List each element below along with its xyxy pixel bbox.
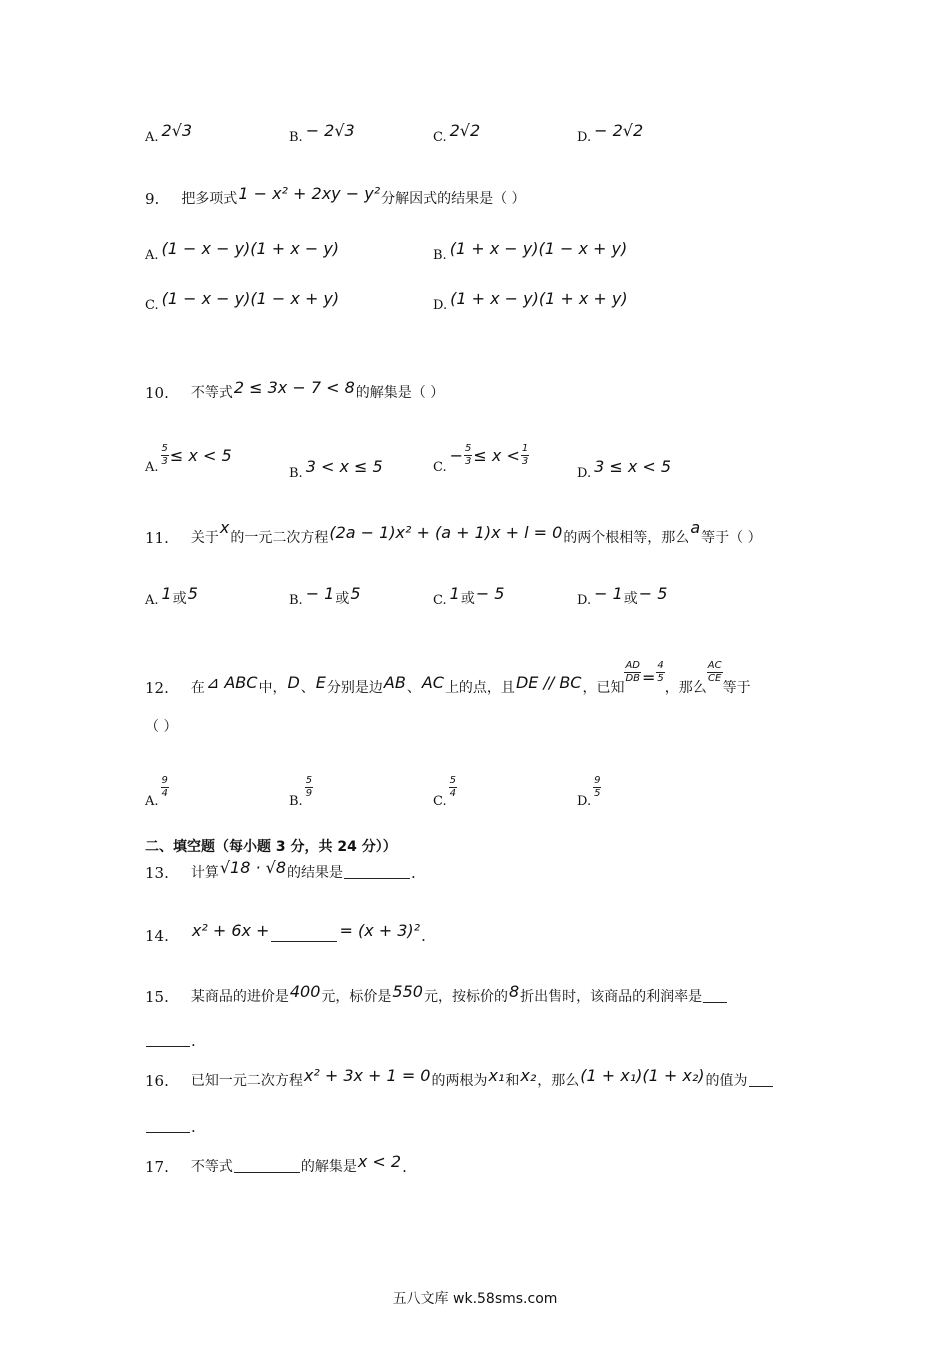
- q9-option-a: [145, 239, 340, 263]
- q11-option-b: [289, 584, 362, 608]
- option-math: − 1: [594, 584, 623, 603]
- q12-option-b: [289, 775, 313, 809]
- q12-option-d: [577, 775, 601, 809]
- q10-stem: [145, 378, 445, 402]
- stem-math: x² + 3x + 1 = 0: [303, 1066, 431, 1085]
- option-text: 或: [172, 591, 187, 607]
- stem-math: √18 · √8: [219, 858, 287, 877]
- q12-option-c: [433, 775, 457, 809]
- stem-text: 已知一元二次方程: [190, 1073, 303, 1089]
- q13-stem: [145, 858, 416, 882]
- stem-text: 的结果是: [287, 865, 344, 881]
- stem-text: .: [402, 1158, 407, 1176]
- stem-text: .: [191, 1118, 196, 1136]
- stem-text: 的一元二次方程: [230, 530, 329, 546]
- q9-stem: [145, 184, 526, 208]
- stem-text: 中，: [258, 680, 287, 696]
- question-number: 16.: [145, 1072, 169, 1090]
- stem-text: 的值为: [705, 1073, 748, 1089]
- stem-text: 在: [190, 680, 205, 696]
- stem-math: E: [315, 673, 326, 692]
- numerator: 5: [161, 443, 168, 454]
- fraction: [305, 775, 313, 800]
- option-label: B.: [289, 593, 303, 608]
- denominator: 4: [449, 788, 456, 799]
- q9-option-d: [433, 289, 629, 313]
- option-math: (1 − x − y)(1 − x + y): [161, 289, 340, 308]
- stem-text: ，那么: [537, 1073, 580, 1089]
- fraction: [161, 443, 169, 468]
- stem-text: 和: [505, 1073, 520, 1089]
- numerator: 1: [521, 443, 529, 454]
- stem-math: x₁: [488, 1066, 505, 1085]
- fraction: [707, 660, 723, 685]
- stem-text: 的解集是（ ）: [355, 385, 445, 401]
- fraction: [593, 775, 601, 800]
- q8-option-c: [433, 121, 481, 145]
- numerator: 4: [657, 660, 664, 671]
- fraction: [449, 775, 457, 800]
- option-math: −: [449, 446, 464, 465]
- option-label: D.: [577, 466, 592, 481]
- denominator: DB: [625, 673, 641, 684]
- question-number: 12.: [145, 679, 169, 697]
- option-math: − 5: [475, 584, 505, 603]
- q9-option-c: [145, 289, 340, 313]
- option-math: ≤ x < 5: [169, 446, 232, 465]
- stem-math: x₂: [520, 1066, 537, 1085]
- stem-math: ⊿ ABC: [205, 673, 258, 692]
- stem-math: =: [642, 668, 656, 687]
- fraction: [656, 660, 664, 685]
- q14-stem: [145, 921, 426, 945]
- stem-text: .: [421, 927, 426, 945]
- question-number: 13.: [145, 864, 169, 882]
- q12-stem: [145, 660, 751, 697]
- q12-paren: [145, 716, 177, 736]
- option-math: − 2√3: [305, 121, 355, 140]
- stem-math: = (x + 3)²: [339, 921, 421, 940]
- numerator: AC: [707, 660, 722, 671]
- option-math: 1: [161, 584, 172, 603]
- denominator: 3: [521, 456, 529, 467]
- stem-text: 的两个根相等，那么: [563, 530, 690, 546]
- option-math: 2√3: [161, 121, 193, 140]
- stem-text: （ ）: [145, 719, 178, 735]
- stem-math: D: [287, 673, 300, 692]
- stem-math: 550: [392, 982, 423, 1001]
- q9-option-b: [433, 239, 628, 263]
- option-math: (1 + x − y)(1 − x + y): [449, 239, 628, 258]
- option-text: 或: [335, 591, 350, 607]
- q11-option-c: [433, 584, 505, 608]
- stem-text: 某商品的进价是: [190, 989, 289, 1005]
- page-footer: 五八文库 wk.58sms.com: [392, 1291, 558, 1307]
- option-label: D.: [577, 593, 592, 608]
- option-label: A.: [145, 248, 159, 263]
- denominator: 5: [594, 788, 601, 799]
- answer-blank[interactable]: [703, 1001, 727, 1003]
- stem-text: 的解集是: [300, 1159, 357, 1175]
- numerator: 9: [161, 775, 168, 786]
- stem-text: ，那么: [664, 680, 707, 696]
- fraction: [464, 443, 472, 468]
- denominator: 3: [465, 456, 472, 467]
- option-math: − 5: [638, 584, 668, 603]
- fraction: [161, 775, 169, 800]
- option-label: B.: [289, 794, 303, 809]
- option-math: 2√2: [449, 121, 481, 140]
- q10-option-a: [145, 443, 233, 475]
- stem-math: 400: [289, 982, 321, 1001]
- stem-text: 把多项式: [181, 191, 238, 207]
- stem-text: 元，按标价的: [423, 989, 508, 1005]
- stem-math: AB: [383, 673, 406, 692]
- denominator: 4: [161, 788, 168, 799]
- stem-text: 上的点，且: [444, 680, 515, 696]
- stem-math: (2a − 1)x² + (a + 1)x + l = 0: [329, 523, 563, 542]
- stem-text: 关于: [190, 530, 219, 546]
- section-heading: [145, 836, 397, 856]
- stem-math: a: [690, 518, 701, 537]
- numerator: 5: [449, 775, 456, 786]
- question-number: 17.: [145, 1158, 169, 1176]
- q8-option-d: [577, 121, 644, 145]
- stem-math: (1 + x₁)(1 + x₂): [580, 1066, 705, 1085]
- option-math: 3 < x ≤ 5: [305, 457, 383, 476]
- answer-blank[interactable]: [146, 1131, 190, 1133]
- option-label: C.: [433, 460, 447, 475]
- q11-option-d: [577, 584, 668, 608]
- option-math: 3 ≤ x < 5: [594, 457, 672, 476]
- stem-text: 不等式: [190, 385, 233, 401]
- stem-text: 分别是边: [326, 680, 383, 696]
- option-math: (1 + x − y)(1 + x + y): [450, 289, 628, 308]
- stem-math: x: [219, 518, 230, 537]
- stem-text: ，已知: [582, 680, 625, 696]
- answer-blank[interactable]: [234, 1171, 300, 1173]
- option-label: C.: [433, 130, 447, 145]
- option-label: D.: [577, 130, 592, 145]
- question-number: 15.: [145, 988, 169, 1006]
- option-label: A.: [145, 593, 159, 608]
- q15-continuation: [145, 1032, 196, 1050]
- option-math: 5: [187, 584, 198, 603]
- stem-math: 2 ≤ 3x − 7 < 8: [233, 378, 355, 397]
- stem-text: .: [191, 1032, 196, 1050]
- question-number: 14.: [145, 927, 169, 945]
- stem-text: 的两根为: [431, 1073, 488, 1089]
- stem-text: 、: [300, 680, 315, 696]
- numerator: 5: [465, 443, 472, 454]
- option-math: 1: [449, 584, 460, 603]
- stem-text: 分解因式的结果是（ ）: [381, 191, 526, 207]
- q12-option-a: [145, 775, 169, 809]
- denominator: 5: [657, 673, 664, 684]
- q11-option-a: [145, 584, 199, 608]
- option-text: 或: [460, 591, 475, 607]
- answer-blank[interactable]: [749, 1085, 773, 1087]
- question-number: 10.: [145, 384, 169, 402]
- numerator: 9: [594, 775, 601, 786]
- denominator: CE: [708, 673, 722, 684]
- option-label: D.: [433, 298, 448, 313]
- stem-math: x < 2: [357, 1152, 402, 1171]
- stem-text: 、: [406, 680, 421, 696]
- option-text: 或: [623, 591, 638, 607]
- option-math: ≤ x <: [473, 446, 520, 465]
- stem-text: 折出售时，该商品的利润率是: [520, 989, 703, 1005]
- answer-blank[interactable]: [271, 940, 337, 942]
- option-label: A.: [145, 794, 159, 809]
- q10-option-c: [433, 443, 529, 475]
- option-label: C.: [433, 593, 447, 608]
- stem-text: 等于（ ）: [701, 530, 762, 546]
- denominator: 9: [305, 788, 313, 799]
- question-number: 9.: [145, 190, 160, 208]
- stem-text: .: [411, 864, 416, 882]
- q17-stem: [145, 1152, 407, 1176]
- q10-option-b: [289, 457, 384, 481]
- option-label: D.: [577, 794, 592, 809]
- q8-option-b: [289, 121, 356, 145]
- q16-continuation: [145, 1118, 196, 1136]
- denominator: 3: [161, 456, 168, 467]
- stem-text: 等于: [722, 680, 751, 696]
- numerator: 5: [305, 775, 313, 786]
- answer-blank[interactable]: [146, 1045, 190, 1047]
- option-math: 5: [350, 584, 361, 603]
- q10-option-d: [577, 457, 672, 481]
- section-title: 二、填空题（每小题 3 分，共 24 分））: [145, 839, 397, 855]
- q8-option-a: [145, 121, 193, 145]
- option-math: − 1: [305, 584, 335, 603]
- q8-options: [0, 118, 950, 158]
- stem-text: 元，标价是: [321, 989, 392, 1005]
- answer-blank[interactable]: [344, 877, 410, 879]
- stem-math: DE // BC: [515, 673, 582, 692]
- stem-math: AC: [421, 673, 444, 692]
- option-math: (1 − x − y)(1 + x − y): [161, 239, 340, 258]
- option-label: C.: [145, 298, 159, 313]
- fraction: [624, 660, 641, 685]
- option-label: B.: [289, 130, 303, 145]
- option-label: B.: [289, 466, 303, 481]
- stem-math: 8: [508, 982, 520, 1001]
- numerator: AD: [625, 660, 641, 671]
- stem-math: x² + 6x +: [191, 921, 270, 940]
- stem-math: 1 − x² + 2xy − y²: [238, 184, 381, 203]
- stem-text: 不等式: [190, 1159, 233, 1175]
- fraction: [521, 443, 529, 468]
- question-number: 11.: [145, 529, 169, 547]
- q16-stem: [145, 1066, 774, 1090]
- option-label: B.: [433, 248, 447, 263]
- q11-stem: [145, 518, 762, 547]
- q15-stem: [145, 982, 728, 1006]
- option-label: A.: [145, 130, 159, 145]
- stem-text: 计算: [190, 865, 219, 881]
- option-math: − 2√2: [594, 121, 644, 140]
- option-label: A.: [145, 460, 159, 475]
- option-label: C.: [433, 794, 447, 809]
